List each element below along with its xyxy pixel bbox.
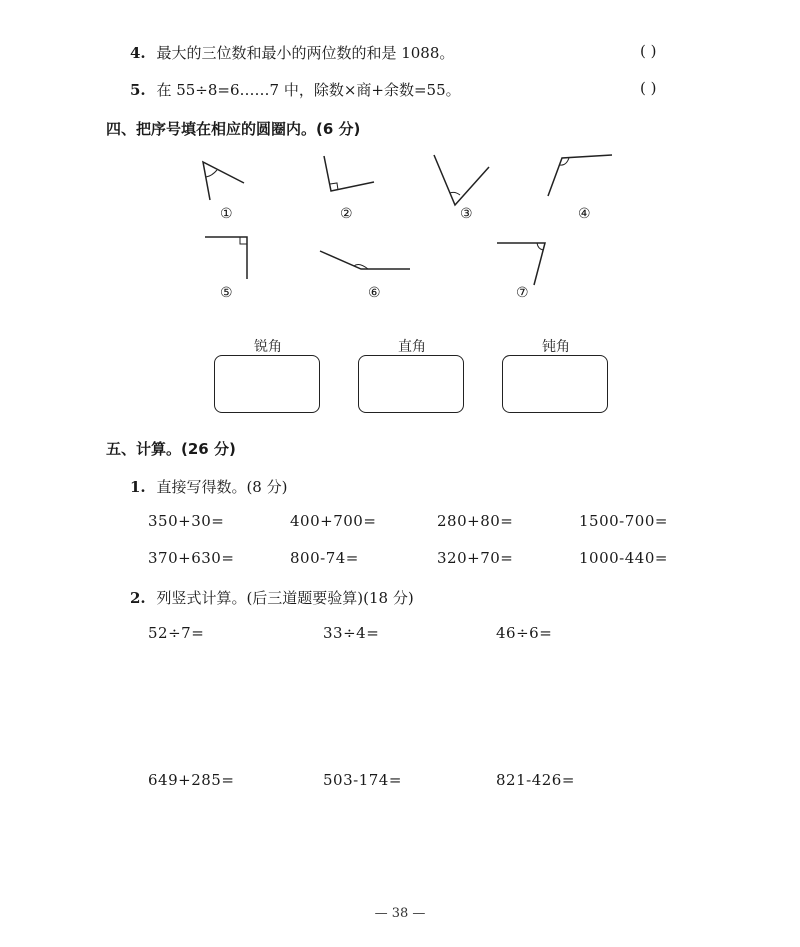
angle-4-figure xyxy=(548,155,612,196)
right-label: 直角 xyxy=(398,339,426,355)
question-text: 最大的三位数和最小的两位数的和是 1088。 xyxy=(156,44,455,62)
part-number: 1. xyxy=(130,478,146,496)
angle-label-3: ③ xyxy=(460,206,473,222)
angle-label-5: ⑤ xyxy=(220,285,233,301)
calc-item[interactable]: 320+70= xyxy=(437,549,514,567)
section-4-title: 四、把序号填在相应的圆圈内。(6 分) xyxy=(106,120,361,138)
right-answer-box[interactable] xyxy=(358,355,464,413)
angle-label-1: ① xyxy=(220,206,233,222)
angle-6-figure xyxy=(320,251,410,269)
obtuse-label: 钝角 xyxy=(542,339,570,355)
vertical-calc-item[interactable]: 46÷6= xyxy=(496,624,553,642)
calc-item[interactable]: 280+80= xyxy=(437,512,514,530)
calc-item[interactable]: 1000-440= xyxy=(579,549,668,567)
vertical-calc-item[interactable]: 821-426= xyxy=(496,771,575,789)
angle-7-figure xyxy=(497,243,545,285)
question-number: 4. xyxy=(130,44,146,62)
vertical-calc-item[interactable]: 33÷4= xyxy=(323,624,380,642)
acute-label: 锐角 xyxy=(254,339,282,355)
angle-5-figure xyxy=(205,237,247,279)
calc-item[interactable]: 350+30= xyxy=(148,512,225,530)
angle-2-figure xyxy=(324,156,374,191)
vertical-calc-item[interactable]: 503-174= xyxy=(323,771,402,789)
angle-label-4: ④ xyxy=(578,206,591,222)
calc-item[interactable]: 1500-700= xyxy=(579,512,668,530)
part-number: 2. xyxy=(130,589,146,607)
angle-label-2: ② xyxy=(340,206,353,222)
calc-item[interactable]: 370+630= xyxy=(148,549,235,567)
page-number: — 38 — xyxy=(374,906,426,921)
calc-item[interactable]: 800-74= xyxy=(290,549,359,567)
angle-1-figure xyxy=(203,162,244,200)
obtuse-answer-box[interactable] xyxy=(502,355,608,413)
angle-label-7: ⑦ xyxy=(516,285,529,301)
question-number: 5. xyxy=(130,81,146,99)
angle-figures xyxy=(0,0,800,320)
question-text: 在 55÷8=6……7 中，除数×商+余数=55。 xyxy=(156,81,461,99)
part-1-heading xyxy=(130,476,287,497)
part-title: 列竖式计算。(后三道题要验算)(18 分) xyxy=(156,589,414,607)
part-2-heading xyxy=(130,587,414,608)
part-title: 直接写得数。(8 分) xyxy=(156,478,288,496)
vertical-calc-item[interactable]: 52÷7= xyxy=(148,624,205,642)
answer-blank-5[interactable]: ( ) xyxy=(640,79,657,97)
section-5-title: 五、计算。(26 分) xyxy=(106,440,236,458)
answer-blank-4[interactable]: ( ) xyxy=(640,42,657,60)
angle-3-figure xyxy=(434,155,489,205)
angle-label-6: ⑥ xyxy=(368,285,381,301)
calc-item[interactable]: 400+700= xyxy=(290,512,377,530)
acute-answer-box[interactable] xyxy=(214,355,320,413)
vertical-calc-item[interactable]: 649+285= xyxy=(148,771,235,789)
